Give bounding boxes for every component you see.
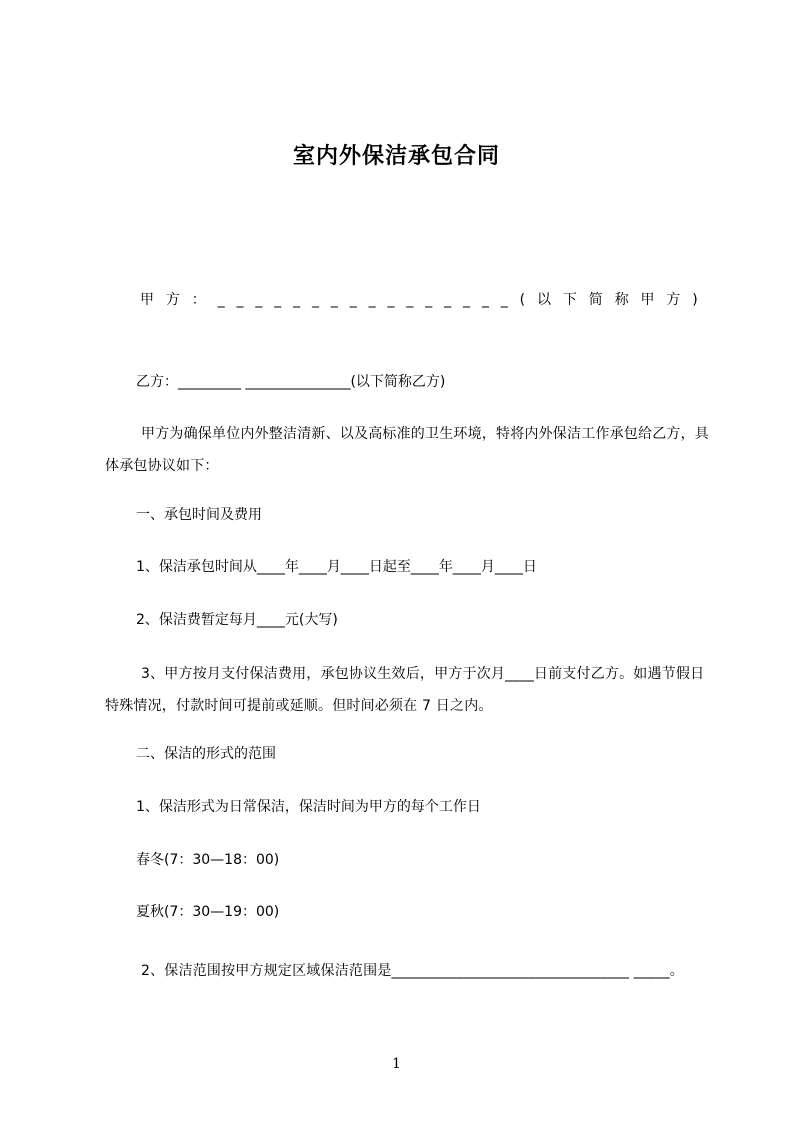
party-a-char: ): [692, 292, 698, 308]
clause-1-1: 1、保洁承包时间从____年____月____日起至____年____月____日: [136, 559, 537, 575]
party-a-char: _: [368, 292, 376, 308]
party-a-char: _: [236, 292, 244, 308]
party-a-char: _: [387, 292, 395, 308]
party-a-char: _: [406, 292, 414, 308]
party-a-char: 甲: [140, 292, 154, 308]
section-2-heading: 二、保洁的形式的范围: [136, 746, 276, 762]
clause-2-1: 1、保洁形式为日常保洁，保洁时间为甲方的每个工作日: [136, 799, 481, 815]
party-a-char: _: [500, 292, 508, 308]
clause-1-3: 3、甲方按月支付保洁费用，承包协议生效后，甲方于次月____日前支付乙方。如遇节假日特殊情况，付款时间可提前或延顺。但时间必须在 7 日之内。: [105, 666, 705, 714]
section-1-heading: 一、承包时间及费用: [136, 507, 262, 523]
summer-autumn-hours: 夏秋(7：30—19：00): [136, 904, 280, 920]
clause-1-2: 2、保洁费暂定每月____元(大写): [136, 612, 338, 628]
party-a-char: 以: [536, 292, 551, 308]
party-a-char: 下: [562, 292, 577, 308]
party-a-char: _: [312, 292, 319, 308]
spring-winter-hours: 春冬(7：30—18：00): [136, 852, 280, 868]
party-a-char: _: [349, 292, 357, 308]
party-a-char: _: [255, 292, 263, 308]
party-a-char: 甲: [640, 292, 655, 308]
party-a-char: _: [481, 292, 489, 308]
document-title: 室内外保洁承包合同: [292, 144, 500, 169]
party-a-char: _: [217, 292, 225, 308]
party-b-line: 乙方：_________ _______________(以下简称乙方): [136, 374, 446, 390]
intro-paragraph: 甲方为确保单位内外整洁清新、以及高标准的卫生环境，特将内外保洁工作承包给乙方，具体承包协议如下：: [105, 426, 709, 474]
party-a-char: _: [463, 292, 470, 308]
clause-2-2: 2、保洁范围按甲方规定区域保洁范围是_________________________________ _____。: [141, 963, 684, 979]
party-a-char: 称: [614, 292, 629, 308]
party-a-line: [140, 290, 698, 310]
party-a-char: 方: [165, 292, 180, 308]
party-a-char: _: [444, 292, 452, 308]
party-a-char: 简: [588, 292, 603, 308]
party-a-char: ：: [191, 292, 206, 308]
party-a-char: _: [425, 292, 433, 308]
party-a-char: _: [330, 292, 338, 308]
party-a-char: (: [519, 292, 526, 308]
page-number: 1: [392, 1056, 401, 1072]
party-a-char: _: [274, 292, 282, 308]
party-a-char: _: [293, 292, 301, 308]
party-a-char: 方: [666, 292, 681, 308]
